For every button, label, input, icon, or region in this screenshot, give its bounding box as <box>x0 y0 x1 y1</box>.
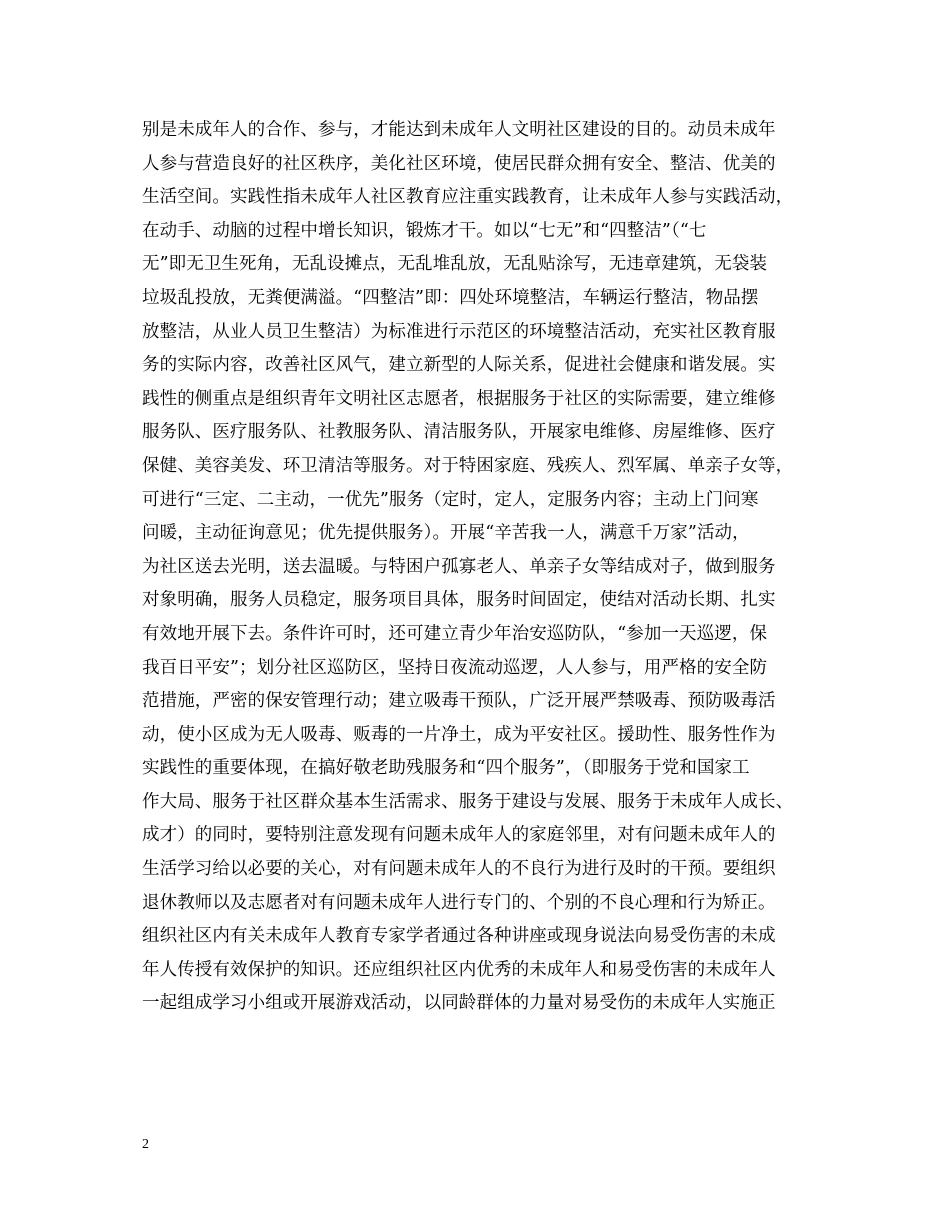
text-line: 问暖，主动征询意见；优先提供服务）。开展“辛苦我一人，满意千万家”活动， <box>142 523 750 544</box>
text-line: 生活学习给以必要的关心，对有问题未成年人的不良行为进行及时的干预。要组织 <box>142 859 776 880</box>
text-line: 范措施，严密的保安管理行动；建立吸毒干预队，广泛开展严禁吸毒、预防吸毒活 <box>142 691 776 712</box>
text-line: 组织社区内有关未成年人教育专家学者通过各种讲座或现身说法向易受伤害的未成 <box>142 926 776 947</box>
text-line: 别是未成年人的合作、参与，才能达到未成年人文明社区建设的目的。动员未成年 <box>142 120 776 140</box>
page-number: 2 <box>142 1137 149 1152</box>
text-line: 在动手、动脑的过程中增长知识，锻炼才干。如以“七无”和“四整洁”（“七 <box>142 220 707 241</box>
body-text <box>142 114 832 1021</box>
text-line: 年人传授有效保护的知识。还应组织社区内优秀的未成年人和易受伤害的未成年人 <box>142 959 776 980</box>
text-line: 生活空间。实践性指未成年人社区教育应注重实践教育，让未成年人参与实践活动， <box>142 187 794 208</box>
text-line: 作大局、服务于社区群众基本生活需求、服务于建设与发展、服务于未成年人成长、 <box>142 791 794 812</box>
text-line: 有效地开展下去。条件许可时，还可建立青少年治安巡防队，“参加一天巡逻，保 <box>142 623 768 644</box>
text-line: 退休教师以及志愿者对有问题未成年人进行专门的、个别的不良心理和行为矫正。 <box>142 892 776 913</box>
text-line: 实践性的重要体现，在搞好敬老助残服务和“四个服务”，（即服务于党和国家工 <box>142 758 750 779</box>
text-line: 成才）的同时，要特别注意发现有问题未成年人的家庭邻里，对有问题未成年人的 <box>142 825 776 846</box>
text-line: 一起组成学习小组或开展游戏活动，以同龄群体的力量对易受伤的未成年人实施正 <box>142 993 776 1014</box>
text-line: 动，使小区成为无人吸毒、贩毒的一片净土，成为平安社区。援助性、服务性作为 <box>142 724 776 745</box>
text-line: 务的实际内容，改善社区风气，建立新型的人际关系，促进社会健康和谐发展。实 <box>142 355 776 376</box>
text-line: 人参与营造良好的社区秩序，美化社区环境，使居民群众拥有安全、整洁、优美的 <box>142 153 776 174</box>
text-line: 我百日平安”；划分社区巡防区，坚持日夜流动巡逻，人人参与，用严格的安全防 <box>142 657 768 678</box>
text-line: 放整洁，从业人员卫生整洁）为标准进行示范区的环境整洁活动，充实社区教育服 <box>142 321 776 342</box>
text-line: 保健、美容美发、环卫清洁等服务。对于特困家庭、残疾人、烈军属、单亲子女等， <box>142 455 794 476</box>
text-line: 为社区送去光明，送去温暖。与特困户孤寡老人、单亲子女等结成对子，做到服务 <box>142 556 776 577</box>
text-line: 无”即无卫生死角，无乱设摊点，无乱堆乱放，无乱贴涂写，无违章建筑，无袋装 <box>142 254 768 275</box>
text-line: 服务队、医疗服务队、社教服务队、清洁服务队，开展家电维修、房屋维修、医疗 <box>142 422 776 443</box>
text-line: 对象明确，服务人员稳定，服务项目具体，服务时间固定，使结对活动长期、扎实 <box>142 590 776 611</box>
text-line: 可进行“三定、二主动，一优先”服务（定时，定人，定服务内容；主动上门问寒 <box>142 489 759 510</box>
text-line: 践性的侧重点是组织青年文明社区志愿者，根据服务于社区的实际需要，建立维修 <box>142 388 776 409</box>
text-line: 垃圾乱投放，无粪便满溢。“四整洁”即：四处环境整洁，车辆运行整洁，物品摆 <box>142 287 759 308</box>
